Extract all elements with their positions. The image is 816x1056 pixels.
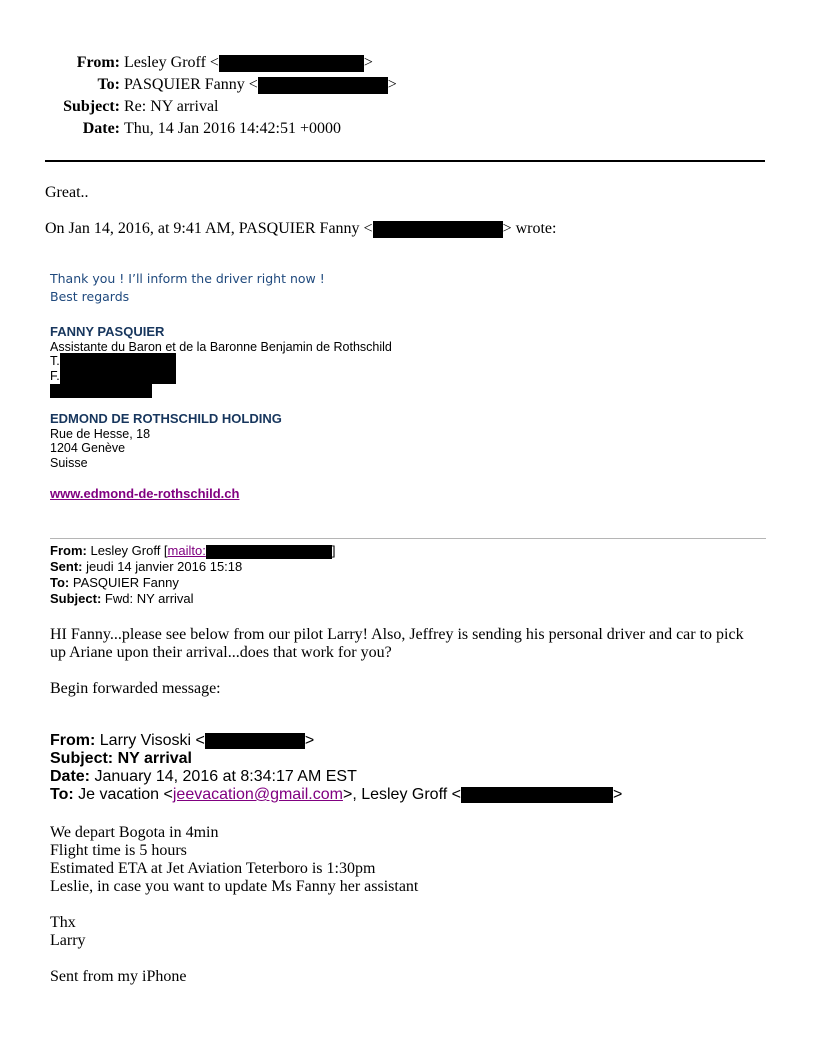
forwarded-from-value: Larry Visoski < xyxy=(99,732,205,749)
fanny-message xyxy=(50,270,325,306)
company-address-1: Rue de Hesse, 18 xyxy=(50,426,151,441)
redaction-bar xyxy=(50,384,152,398)
lesley-line-2: up Ariane upon their arrival...does that work for you? xyxy=(50,644,392,661)
header-date-value: Thu, 14 Jan 2016 14:42:51 +0000 xyxy=(124,120,342,137)
forwarded-from-row xyxy=(50,732,622,750)
larry-message xyxy=(50,824,418,896)
redaction-bar xyxy=(373,221,503,238)
forward-to-value: PASQUIER Fanny xyxy=(72,575,179,590)
lesley-message xyxy=(50,626,744,662)
website-link[interactable]: www.edmond-de-rothschild.ch xyxy=(50,486,240,501)
signature-tel-prefix: T. xyxy=(50,354,60,368)
mailto-link[interactable]: mailto: xyxy=(167,543,206,558)
forward-from-label: From: xyxy=(50,543,87,558)
signature-name: FANNY PASQUIER xyxy=(50,324,165,339)
forwarded-to-close: > xyxy=(612,786,623,803)
larry-name: Larry xyxy=(50,932,86,949)
forward-divider xyxy=(50,538,766,539)
forward-to-row xyxy=(50,575,335,591)
header-from-label: From: xyxy=(76,54,120,71)
forward-from-close: ] xyxy=(331,543,336,558)
forward-subject-row xyxy=(50,591,335,607)
redaction-bar xyxy=(206,545,332,559)
forwarded-date-row xyxy=(50,768,622,786)
header-date-row xyxy=(0,118,397,140)
larry-line-2: Flight time is 5 hours xyxy=(50,842,187,859)
forwarded-to-prefix: Je vacation < xyxy=(78,786,173,803)
forwarded-from-label: From: xyxy=(50,732,96,749)
company-block xyxy=(50,412,282,470)
reply-text: Great.. xyxy=(45,184,89,201)
forwarded-to-middle: >, Lesley Groff < xyxy=(342,786,461,803)
larry-line-3: Estimated ETA at Jet Aviation Teterboro is 1:30pm xyxy=(50,860,376,877)
redaction-bar xyxy=(205,733,305,749)
forward-from-value: Lesley Groff [ xyxy=(90,543,168,558)
larry-signoff xyxy=(50,914,86,950)
redaction-bar xyxy=(219,55,364,72)
forward-header xyxy=(50,543,335,607)
header-to-close: > xyxy=(387,76,397,93)
redaction-bar xyxy=(60,353,176,384)
forwarded-to-label: To: xyxy=(50,786,74,803)
signature-title: Assistante du Baron et de la Baronne Benjamin de Rothschild xyxy=(50,339,392,354)
header-subject-value: Re: NY arrival xyxy=(124,98,219,115)
header-from-name: Lesley Groff < xyxy=(124,54,219,71)
company-address-2: 1204 Genève xyxy=(50,441,126,455)
forwarded-subject-row xyxy=(50,750,622,768)
header-from-close: > xyxy=(363,54,373,71)
header-to-row xyxy=(0,74,397,96)
email-link[interactable]: jeevacation@gmail.com xyxy=(172,786,343,803)
forwarded-date-value: January 14, 2016 at 8:34:17 AM EST xyxy=(94,768,357,785)
forwarded-date-label: Date: xyxy=(50,768,91,785)
forward-sent-value: jeudi 14 janvier 2016 15:18 xyxy=(86,559,243,574)
larry-line-1: We depart Bogota in 4min xyxy=(50,824,219,841)
forwarded-to-row xyxy=(50,786,622,804)
larry-thx: Thx xyxy=(50,914,76,931)
company-name: EDMOND DE ROTHSCHILD HOLDING xyxy=(50,411,282,426)
fanny-line-1: Thank you ! I’ll inform the driver right now ! xyxy=(50,271,325,286)
quote-suffix: > wrote: xyxy=(502,220,557,237)
larry-line-4: Leslie, in case you want to update Ms Fanny her assistant xyxy=(50,878,419,895)
forward-from-row xyxy=(50,543,335,559)
redaction-bar xyxy=(461,787,613,803)
forwarded-header xyxy=(50,732,622,804)
header-from-row xyxy=(0,52,397,74)
forwarded-subject-value: NY arrival xyxy=(117,750,192,767)
fanny-line-2: Best regards xyxy=(50,289,130,304)
lesley-line-1: HI Fanny...please see below from our pilot Larry! Also, Jeffrey is sending his personal driver and car to pick xyxy=(50,626,744,643)
signature-fax-prefix: F. xyxy=(50,368,60,383)
redaction-bar xyxy=(258,77,388,94)
forward-subject-label: Subject: xyxy=(50,591,102,606)
header-subject-row xyxy=(0,96,397,118)
forwarded-subject-label: Subject: xyxy=(50,750,114,767)
begin-forwarded: Begin forwarded message: xyxy=(50,680,221,697)
forward-sent-row xyxy=(50,559,335,575)
forward-sent-label: Sent: xyxy=(50,559,83,574)
header-date-label: Date: xyxy=(82,120,120,137)
email-header xyxy=(0,52,397,140)
header-to-label: To: xyxy=(97,76,120,93)
quote-prefix: On Jan 14, 2016, at 9:41 AM, PASQUIER Fanny < xyxy=(45,220,373,237)
company-address-3: Suisse xyxy=(50,455,88,470)
website-row xyxy=(50,487,239,502)
forward-subject-value: Fwd: NY arrival xyxy=(104,591,194,606)
quote-intro xyxy=(45,220,556,238)
forwarded-from-close: > xyxy=(304,732,315,749)
header-subject-label: Subject: xyxy=(63,98,120,115)
forward-to-label: To: xyxy=(50,575,70,590)
sent-from-line: Sent from my iPhone xyxy=(50,968,187,985)
header-to-name: PASQUIER Fanny < xyxy=(124,76,258,93)
header-divider xyxy=(45,160,765,162)
